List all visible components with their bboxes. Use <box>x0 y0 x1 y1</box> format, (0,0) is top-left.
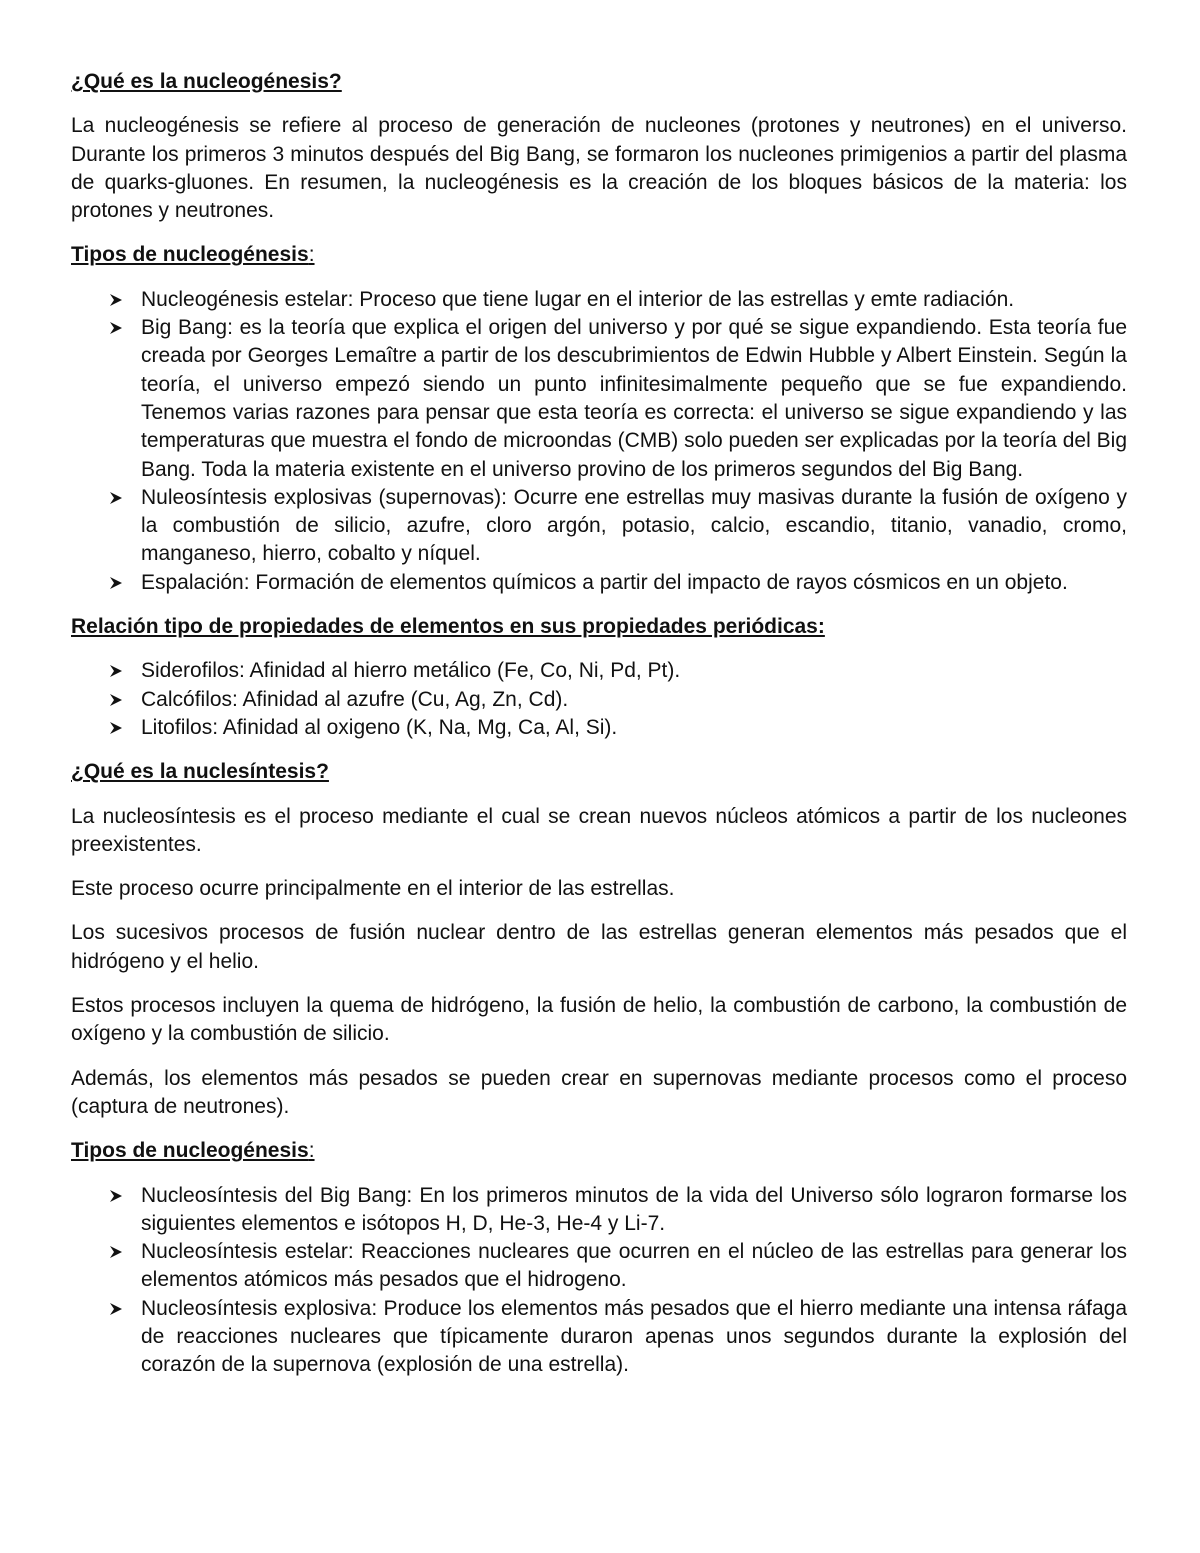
list-relacion-propiedades <box>71 657 1127 742</box>
arrowhead-bullet-icon <box>109 1238 125 1266</box>
list-item-text: Calcófilos: Afinidad al azufre (Cu, Ag, Zn, Cd). <box>141 687 569 711</box>
paragraph: Estos procesos incluyen la quema de hidrógeno, la fusión de helio, la combustión de carbono, la combustión de oxígeno y la combustión de silicio. <box>71 994 1127 1046</box>
heading-relacion-propiedades <box>71 613 1127 641</box>
arrowhead-bullet-icon <box>109 569 125 597</box>
arrowhead-bullet-icon <box>109 286 125 314</box>
heading-tipos-nucleogenesis <box>71 241 1127 269</box>
list-item <box>71 286 1127 314</box>
heading-text: Relación tipo de propiedades de elementos en sus propiedades periódicas: <box>71 615 825 639</box>
arrowhead-bullet-icon <box>109 686 125 714</box>
list-item <box>71 314 1127 484</box>
heading-text: Tipos de nucleogénesis <box>71 243 309 267</box>
arrowhead-bullet-icon <box>109 1182 125 1210</box>
list-item-text: Big Bang: es la teoría que explica el origen del universo y por qué se sigue expandiendo. Esta teoría fue creada por Georges Lemaître a partir de los descubrimientos de Edwin Hubble y Albert Einstein. Según la teoría, el universo empezó siendo un punto infinitesimalmente pequeño que se fue expandiendo. Tenemos varias razones para pensar que esta teoría es correcta: el universo se sigue expandiendo y las temperaturas que muestra el fondo de microondas (CMB) solo pueden ser explicadas por la teoría del Big Bang. Toda la materia existente en el universo provino de los primeros segundos del Big Bang. <box>141 316 1127 481</box>
arrowhead-bullet-icon <box>109 714 125 742</box>
list-item-text: Siderofilos: Afinidad al hierro metálico (Fe, Co, Ni, Pd, Pt). <box>141 659 681 683</box>
heading-tipos-nucleogenesis-2 <box>71 1137 1127 1165</box>
paragraph: Además, los elementos más pesados se pueden crear en supernovas mediante procesos como el proceso (captura de neutrones). <box>71 1066 1127 1118</box>
heading-text: Tipos de nucleogénesis <box>71 1139 309 1163</box>
heading-text: ¿Qué es la nucleogénesis? <box>71 70 342 93</box>
paragraph: Los sucesivos procesos de fusión nuclear dentro de las estrellas generan elementos más pesados que el hidrógeno y el helio. <box>71 921 1127 973</box>
heading-suffix: : <box>308 1139 315 1163</box>
list-item <box>71 714 1127 742</box>
list-item-text: Nucleogénesis estelar: Proceso que tiene lugar en el interior de las estrellas y emte radiación. <box>141 287 1015 311</box>
list-item-text: Nucleosíntesis del Big Bang: En los primeros minutos de la vida del Universo sólo lograron formarse los siguientes elementos e isótopos H, D, He-3, He-4 y Li-7. <box>141 1183 1127 1235</box>
heading-que-es-nucleogenesis <box>71 68 1127 96</box>
list-item <box>71 569 1127 597</box>
list-item-text: Litofilos: Afinidad al oxigeno (K, Na, Mg, Ca, Al, Si). <box>141 715 618 739</box>
list-tipos-nucleosintesis <box>71 1182 1127 1380</box>
list-item <box>71 1182 1127 1239</box>
arrowhead-bullet-icon <box>109 657 125 685</box>
list-item-text: Nucleosíntesis estelar: Reacciones nucleares que ocurren en el núcleo de las estrellas para generar los elementos atómicos más pesados que el hidrogeno. <box>141 1240 1127 1292</box>
list-item <box>71 1295 1127 1380</box>
heading-que-es-nucleosintesis <box>71 758 1127 786</box>
arrowhead-bullet-icon <box>109 484 125 512</box>
list-item-text: Nucleosíntesis explosiva: Produce los elementos más pesados que el hierro mediante una intensa ráfaga de reacciones nucleares que típicamente duraron apenas unos segundos durante la explosión del corazón de la supernova (explosión de una estrella). <box>141 1296 1127 1377</box>
paragraph: La nucleosíntesis es el proceso mediante el cual se crean nuevos núcleos atómicos a partir de los nucleones preexistentes. <box>71 804 1127 856</box>
arrowhead-bullet-icon <box>109 314 125 342</box>
list-item <box>71 686 1127 714</box>
list-item <box>71 657 1127 685</box>
list-tipos-nucleogenesis <box>71 286 1127 597</box>
heading-text: ¿Qué es la nuclesíntesis? <box>71 760 329 784</box>
list-item <box>71 1238 1127 1295</box>
list-item <box>71 484 1127 569</box>
arrowhead-bullet-icon <box>109 1295 125 1323</box>
paragraph-nucleogenesis-definition: La nucleogénesis se refiere al proceso de generación de nucleones (protones y neutrones) en el universo. Durante los primeros 3 minutos después del Big Bang, se formaron los nucleones primigenios a partir del plasma de quarks-gluones. En resumen, la nucleogénesis es la creación de los bloques básicos de la materia: los protones y neutrones. <box>71 114 1127 223</box>
document-page <box>71 68 1127 1380</box>
paragraph: Este proceso ocurre principalmente en el interior de las estrellas. <box>71 877 675 901</box>
heading-suffix: : <box>308 243 315 267</box>
list-item-text: Nuleosíntesis explosivas (supernovas): Ocurre ene estrellas muy masivas durante la fusión de oxígeno y la combustión de silicio, azufre, cloro argón, potasio, calcio, escandio, titanio, vanadio, cromo, manganeso, hierro, cobalto y níquel. <box>141 485 1127 566</box>
list-item-text: Espalación: Formación de elementos químicos a partir del impacto de rayos cósmicos en un objeto. <box>141 570 1068 594</box>
